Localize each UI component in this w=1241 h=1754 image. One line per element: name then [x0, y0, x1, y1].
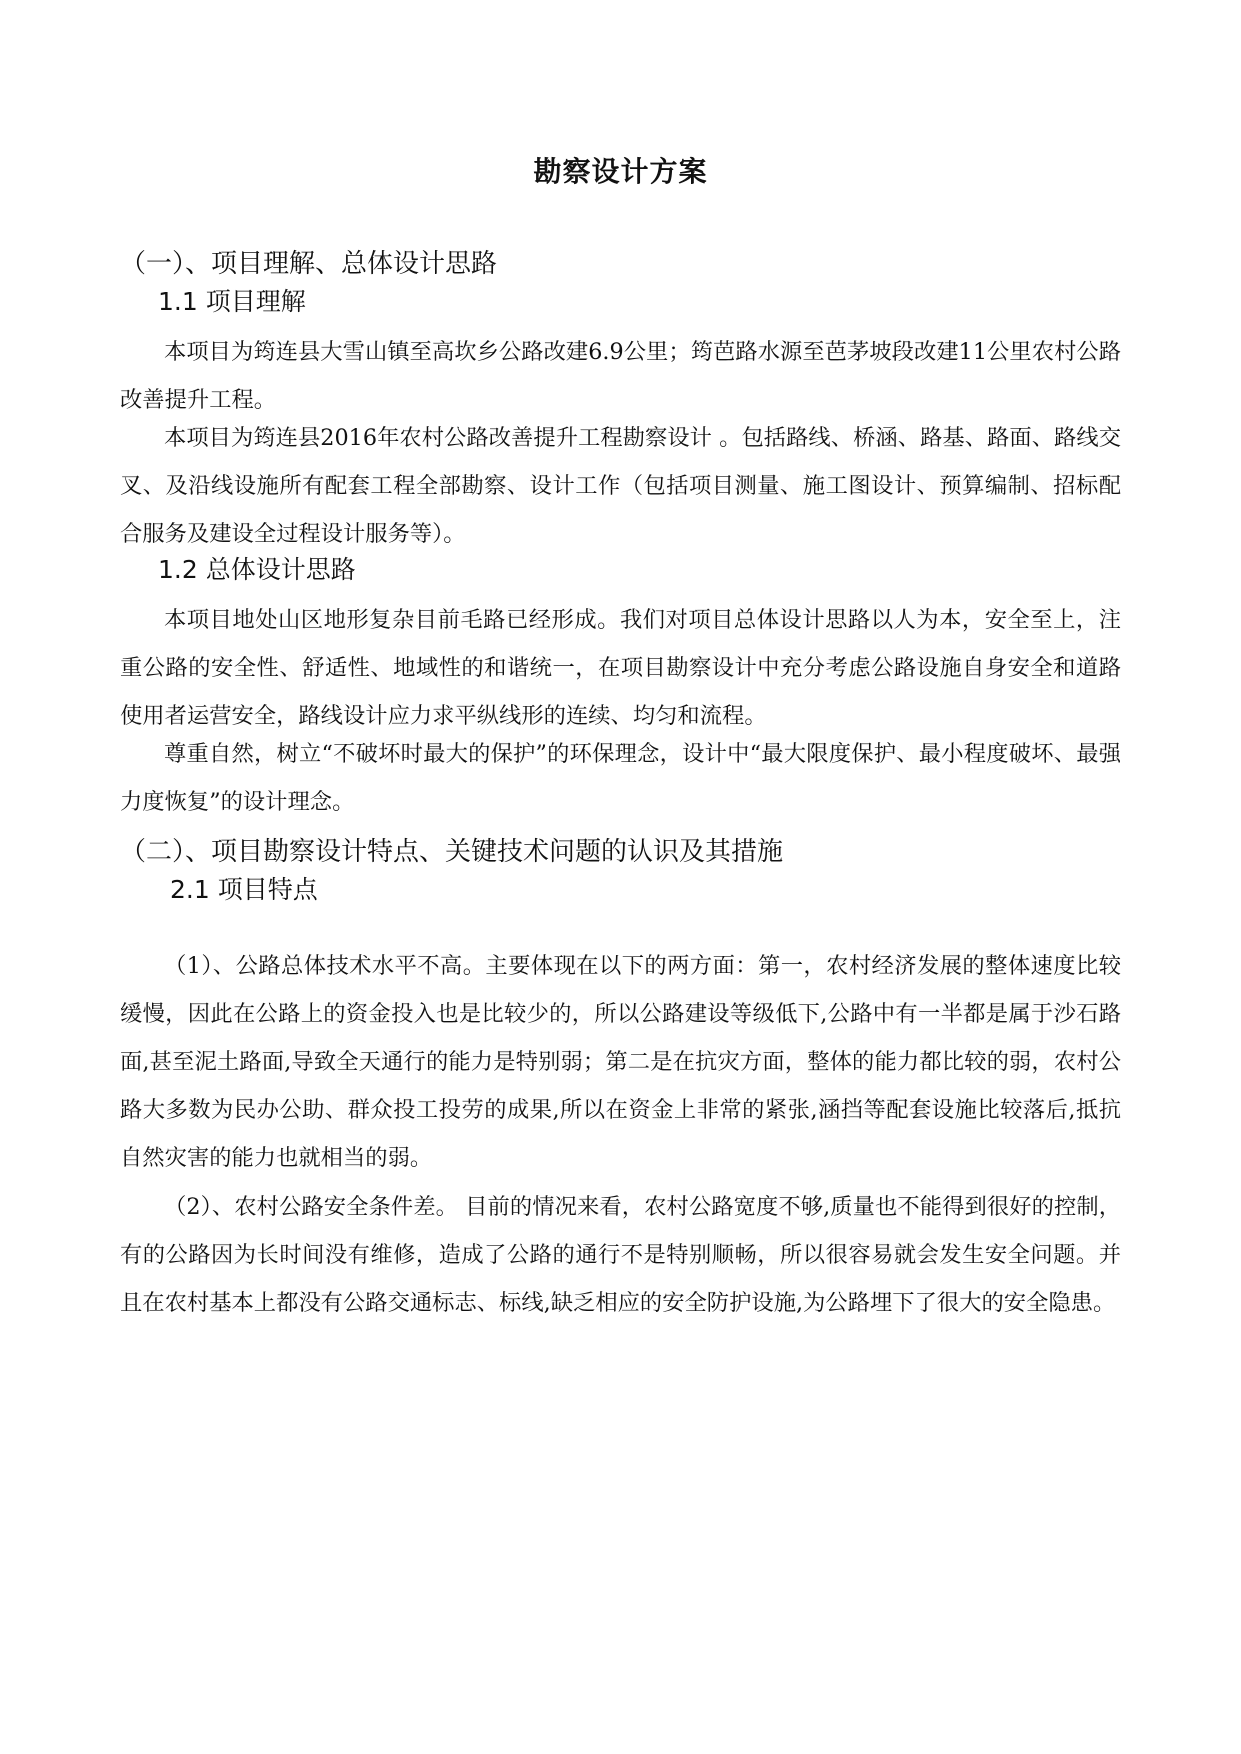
- paragraph-1-2-a: 本项目地处山区地形复杂目前毛路已经形成。我们对项目总体设计思路以人为本，安全至上，注重公路的安全性、舒适性、地域性的和谐统一，在项目勘察设计中充分考虑公路设施自身安全和道路使用者运营安全，路线设计应力求平纵线形的连续、均匀和流程。: [120, 607, 1121, 729]
- paragraph-2-1-a: （1）、公路总体技术水平不高。主要体现在以下的两方面：第一，农村经济发展的整体速度比较缓慢，因此在公路上的资金投入也是比较少的，所以公路建设等级低下,公路中有一半都是属于沙石路面,甚至泥土路面,导致全天通行的能力是特别弱；第二是在抗灾方面，整体的能力都比较的弱，农村公路大多数为民办公助、群众投工投劳的成果,所以在资金上非常的紧张,涵挡等配套设施比较落后,抵抗自然灾害的能力也就相当的弱。: [120, 953, 1121, 1171]
- paragraph-1-1-b: 本项目为筠连县2016年农村公路改善提升工程勘察设计 。包括路线、桥涵、路基、路面、路线交叉、及沿线设施所有配套工程全部勘察、设计工作（包括项目测量、施工图设计、预算编制、招标配合服务及建设全过程设计服务等）。: [120, 425, 1121, 547]
- document-title: 勘察设计方案: [533, 155, 708, 188]
- paragraph-1-2-b: 尊重自然，树立“不破坏时最大的保护”的环保理念，设计中“最大限度保护、最小程度破坏、最强力度恢复”的设计理念。: [120, 741, 1121, 815]
- paragraph-2-1-b: （2）、农村公路安全条件差。 目前的情况来看，农村公路宽度不够,质量也不能得到很好的控制，有的公路因为长时间没有维修，造成了公路的通行不是特别顺畅，所以很容易就会发生安全问题。并且在农村基本上都没有公路交通标志、标线,缺乏相应的安全防护设施,为公路埋下了很大的安全隐患。: [120, 1194, 1121, 1316]
- section-2-heading: （二）、项目勘察设计特点、关键技术问题的认识及其措施: [120, 837, 784, 867]
- section-1-heading: （一）、项目理解、总体设计思路: [120, 249, 498, 279]
- subsection-1-1-heading: 1.1 项目理解: [158, 287, 306, 316]
- subsection-1-2-heading: 1.2 总体设计思路: [158, 555, 356, 584]
- subsection-2-1-heading: 2.1 项目特点: [170, 875, 318, 904]
- paragraph-1-1-a: 本项目为筠连县大雪山镇至高坎乡公路改建6.9公里；筠芭路水源至芭茅坡段改建11公里农村公路改善提升工程。: [120, 339, 1121, 413]
